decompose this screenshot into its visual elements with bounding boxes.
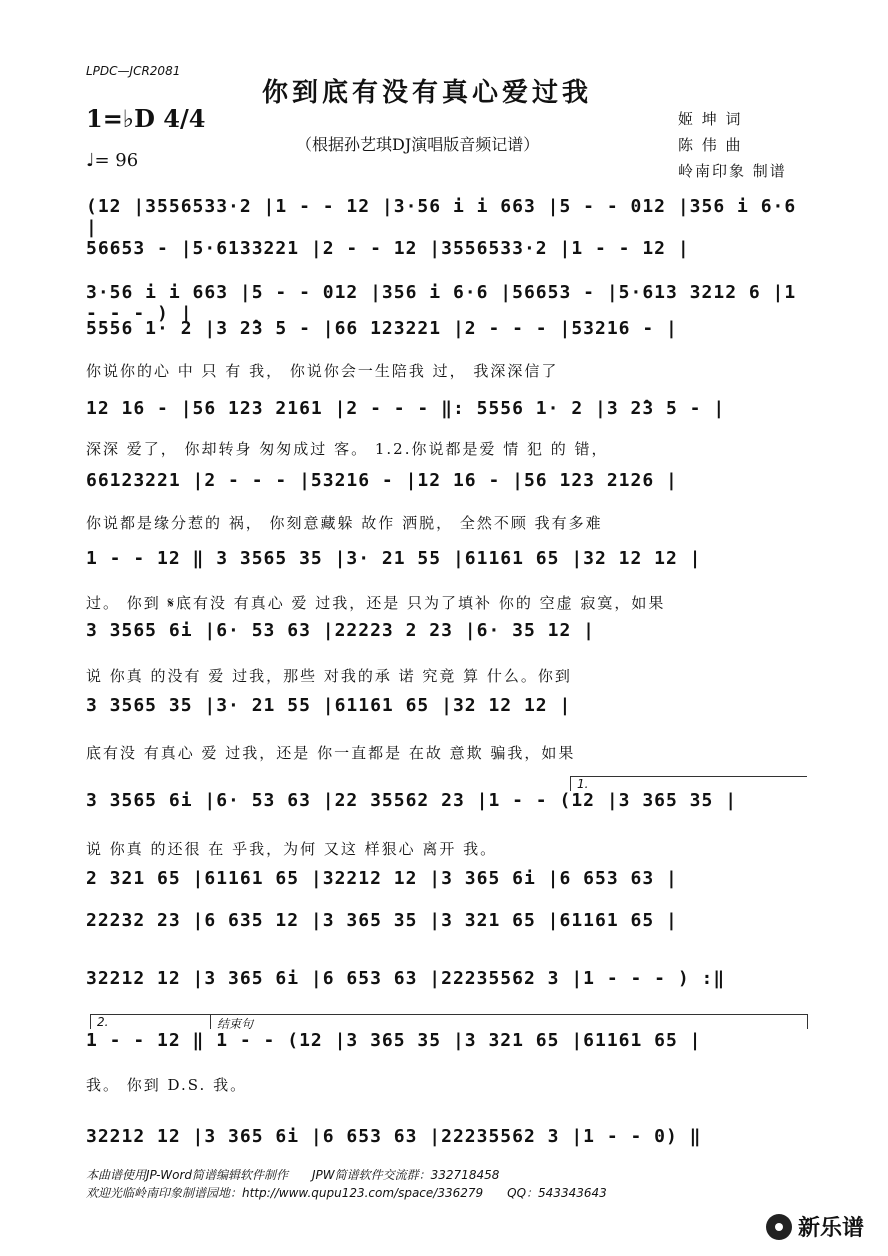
notation-row: 2 321 65 |61161 65 |32212 12 |3 365 6i |6 653 63 | xyxy=(86,868,678,889)
composer-credit: 陈 伟 曲 xyxy=(678,136,743,154)
notation-row: 1 - - 12 ‖ 1 - - (12 |3 365 35 |3 321 65 |61161 65 | xyxy=(86,1030,702,1051)
lyric-row: 过。 你到 𝄋底有没 有真心 爱 过我，还是 只为了填补 你的 空虚 寂寞，如果 xyxy=(86,594,666,612)
lyric-row: 底有没 有真心 爱 过我，还是 你一直都是 在故 意欺 骗我，如果 xyxy=(86,744,576,762)
coda-bracket xyxy=(210,1014,808,1029)
notation-row: 32212 12 |3 365 6i |6 653 63 |22235562 3 |1 - - - ) :‖ xyxy=(86,968,726,989)
notation-row: 56653 - |5·6133221 |2 - - 12 |3556533·2 |1 - - 12 | xyxy=(86,238,690,259)
key-signature: 1=♭D 4/4 xyxy=(86,104,206,133)
notation-row: 3 3565 35 |3· 21 55 |61161 65 |32 12 12 | xyxy=(86,695,572,716)
song-subtitle: （根据孙艺琪DJ演唱版音频记谱） xyxy=(296,135,540,154)
lyric-row: 深深 爱了， 你却转身 匆匆成过 客。 1.2.你说都是爱 情 犯 的 错， xyxy=(86,440,609,458)
notation-row: 3 3565 6i |6· 53 63 |22 35562 23 |1 - - (12 |3 365 35 | xyxy=(86,790,738,811)
lyricist-credit: 姬 坤 词 xyxy=(678,110,743,128)
notation-row: 22232 23 |6 635 12 |3 365 35 |3 321 65 |61161 65 | xyxy=(86,910,678,931)
first-ending-label: 1. xyxy=(577,777,589,791)
first-ending-bracket xyxy=(570,776,807,791)
transcriber-credit: 岭南印象 制谱 xyxy=(678,162,787,180)
footer-website-note: 欢迎光临岭南印象制谱园地：http://www.qupu123.com/space/336279 QQ：543343643 xyxy=(86,1186,607,1200)
notation-row: 3 3565 6i |6· 53 63 |22223 2 23 |6· 35 12 | xyxy=(86,620,595,641)
tempo-marking: ♩= 96 xyxy=(86,150,139,171)
footer-software-note: 本曲谱使用JP-Word简谱编辑软件制作 JPW简谱软件交流群：332718458 xyxy=(86,1168,500,1182)
notation-row: 66123221 |2 - - - |53216 - |12 16 - |56 123 2126 | xyxy=(86,470,678,491)
score-code: LPDC—JCR2081 xyxy=(86,64,181,78)
notation-row: 32212 12 |3 365 6i |6 653 63 |22235562 3 |1 - - 0) ‖ xyxy=(86,1126,702,1147)
notation-row: 3·56 i i 663 |5 - - 012 |356 i 6·6 |56653 - |5·613 3212 6 |1 - - - ) | xyxy=(86,282,797,324)
lyric-row: 说 你真 的没有 爱 过我，那些 对我的承 诺 究竟 算 什么。你到 xyxy=(86,667,572,685)
lyric-row: 说 你真 的还很 在 乎我，为何 又这 样狠心 离开 我。 xyxy=(86,840,498,858)
song-title: 你到底有没有真心爱过我 xyxy=(262,78,593,108)
lyric-row: 你说你的心 中 只 有 我， 你说你会一生陪我 过， 我深深信了 xyxy=(86,362,559,380)
site-logo xyxy=(766,1211,864,1242)
lyric-row: 我。 你到 D.S. 我。 xyxy=(86,1076,248,1094)
notation-row: 1 - - 12 ‖ 3 3565 35 |3· 21 55 |61161 65 |32 12 12 | xyxy=(86,548,702,569)
notation-row: (12 |3556533·2 |1 - - 12 |3·56 i i 663 |5 - - 012 |356 i 6·6 | xyxy=(86,196,797,238)
notation-row: 5556 1· 2 |3 2̂3 5 - |66 123221 |2 - - - |53216 - | xyxy=(86,318,678,339)
coda-label: 结束句 xyxy=(217,1017,254,1031)
logo-text: 新乐谱 xyxy=(797,1216,864,1241)
second-ending-label: 2. xyxy=(97,1015,109,1029)
second-ending-bracket xyxy=(90,1014,211,1029)
lyric-row: 你说都是缘分惹的 祸， 你刻意藏躲 故作 洒脱， 全然不顾 我有多难 xyxy=(86,514,603,532)
record-icon xyxy=(766,1214,792,1240)
notation-row: 12 16 - |56 123 2161 |2 - - - ‖: 5556 1· 2 |3 2̂3 5 - | xyxy=(86,398,726,419)
